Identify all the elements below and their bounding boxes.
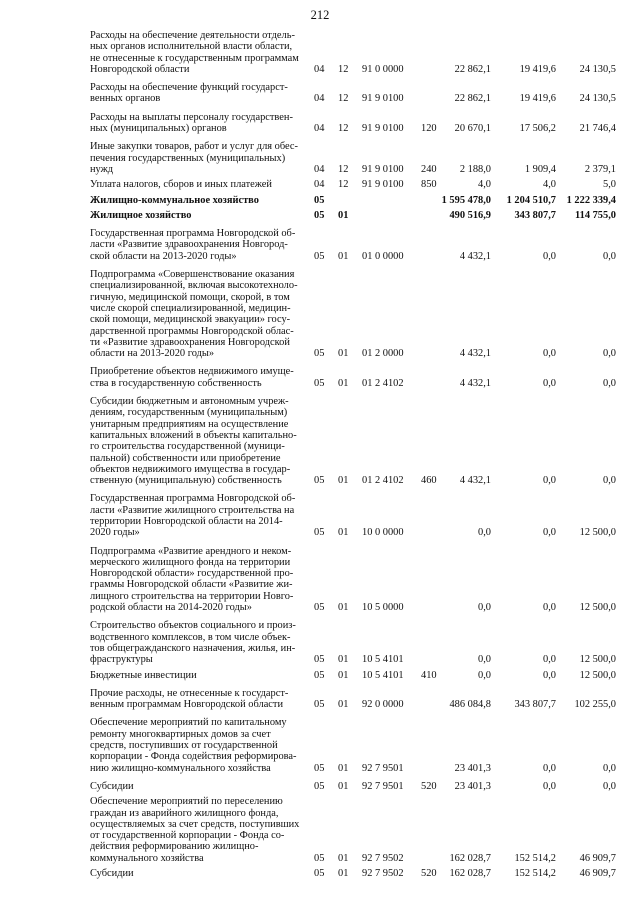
row-description: Иные закупки товаров, работ и услуг для обес- печения государственных (муниципальных) нужд [90,141,298,175]
target-article-code: 10 0 0000 [362,527,404,539]
section-code: 04 [314,179,325,191]
amount-year-2: 152 514,2 [514,852,556,864]
row-spacer [0,613,640,620]
amount-year-1: 486 084,8 [449,699,491,711]
amount-year-1: 4 432,1 [459,250,491,262]
subsection-code: 01 [338,377,349,389]
amount-year-2: 343 807,7 [514,699,556,711]
subsection-code: 01 [338,868,349,879]
table-row [0,546,640,614]
table-row [0,228,640,262]
target-article-code: 10 5 4101 [362,669,404,681]
row-description: Уплата налогов, сборов и иных платежей [90,179,272,191]
amount-year-2: 0,0 [543,377,556,389]
row-description: Субсидии [90,780,134,792]
row-spacer [0,389,640,396]
amount-year-1: 23 401,3 [454,780,491,792]
table-row [0,781,640,792]
table-row [0,396,640,486]
amount-year-3: 24 130,5 [579,63,616,75]
section-code: 05 [314,475,325,487]
table-row [0,493,640,538]
subsection-code: 01 [338,654,349,666]
amount-year-2: 0,0 [543,348,556,360]
table-row [0,670,640,681]
target-article-code: 91 0 0000 [362,63,404,75]
amount-year-2: 0,0 [543,780,556,792]
amount-year-1: 23 401,3 [454,762,491,774]
row-spacer [0,774,640,781]
row-spacer [0,359,640,366]
row-description: Государственная программа Новгородской об- ласти «Развитие здравоохранения Новгород- ской области на 2013-2020 годы» [90,228,296,262]
amount-year-1: 4 432,1 [459,475,491,487]
target-article-code: 10 5 4101 [362,654,404,666]
row-spacer [0,134,640,141]
table-row [0,195,640,206]
section-code: 04 [314,163,325,175]
amount-year-3: 0,0 [603,377,616,389]
target-article-code: 01 2 4102 [362,475,404,487]
amount-year-2: 0,0 [543,669,556,681]
amount-year-2: 17 506,2 [519,123,556,135]
section-code: 04 [314,123,325,135]
amount-year-1: 20 670,1 [454,123,491,135]
row-description: Обеспечение мероприятий по переселению граждан из аварийного жилищного фонда, осуществляемых за счет средств, поступивших от государственной корпорации - Фонда со- действия реформированию жилищно- коммунального хозяйства [90,796,300,864]
subsection-code: 01 [338,250,349,262]
amount-year-3: 0,0 [603,780,616,792]
amount-year-2: 152 514,2 [514,868,556,879]
amount-year-1: 22 862,1 [454,63,491,75]
amount-year-2: 19 419,6 [519,93,556,105]
table-row [0,620,640,665]
subsection-code: 12 [338,163,349,175]
amount-year-3: 1 222 339,4 [566,194,616,206]
row-description: Субсидии бюджетным и автономным учреж- дениям, государственным (муниципальным) унитарным предприятиям на осуществление капитальных вложений в объекты капитально- го строительства государственной (муници- пальной) собственности или приобретение объектов недвижимого имущества в государ- ственную (муниципальную) собственность [90,396,297,487]
subsection-code: 01 [338,669,349,681]
row-description: Жилищное хозяйство [90,209,192,221]
subsection-code: 12 [338,123,349,135]
table-row [0,179,640,190]
section-code: 05 [314,699,325,711]
amount-year-2: 1 204 510,7 [506,194,556,206]
amount-year-1: 4 432,1 [459,348,491,360]
amount-year-1: 0,0 [478,654,491,666]
subsection-code: 01 [338,527,349,539]
amount-year-2: 0,0 [543,250,556,262]
subsection-code: 01 [338,475,349,487]
section-code: 05 [314,348,325,360]
row-description: Субсидии [90,868,134,879]
row-description: Подпрограмма «Развитие арендного и неком- мерческого жилищного фонда на территории Новгородской области» государственной про- граммы Новгородской области «Развитие жи- лищного строительства на территории Новго- родской области на 2014-2020 годы» [90,545,294,614]
table-row [0,269,640,359]
amount-year-1: 22 862,1 [454,93,491,105]
target-article-code: 92 7 9501 [362,762,404,774]
row-description: Приобретение объектов недвижимого имуще- ства в государственную собственность [90,366,294,389]
row-spacer [0,221,640,228]
amount-year-3: 5,0 [603,179,616,191]
table-row [0,796,640,864]
amount-year-3: 0,0 [603,762,616,774]
table-row [0,717,640,773]
target-article-code: 91 9 0100 [362,163,404,175]
row-description: Расходы на выплаты персоналу государствен- ных (муниципальных) органов [90,111,293,135]
row-spacer [0,681,640,688]
amount-year-2: 4,0 [543,179,556,191]
target-article-code: 01 2 0000 [362,348,404,360]
amount-year-1: 0,0 [478,669,491,681]
row-description: Обеспечение мероприятий по капитальному ремонту многоквартирных домов за счет средств, поступивших от государственной корпорации - Фонда содействия реформирова- нию жилищно-коммунального хозяйства [90,717,297,774]
target-article-code: 92 0 0000 [362,699,404,711]
section-code: 05 [314,602,325,614]
expense-type-code: 240 [421,163,437,175]
table-row [0,366,640,389]
row-description: Строительство объектов социального и произ- водственного комплексов, в том числе объек- тов общегражданского назначения, жилья, ин- фраструктуры [90,620,296,666]
amount-year-3: 46 909,7 [579,868,616,879]
amount-year-1: 0,0 [478,602,491,614]
section-code: 05 [314,377,325,389]
amount-year-3: 2 379,1 [584,163,616,175]
row-spacer [0,486,640,493]
amount-year-1: 162 028,7 [449,852,491,864]
amount-year-3: 0,0 [603,475,616,487]
amount-year-3: 0,0 [603,348,616,360]
section-code: 05 [314,194,325,206]
section-code: 05 [314,780,325,792]
row-description: Жилищно-коммунальное хозяйство [90,194,259,206]
subsection-code: 01 [338,762,349,774]
amount-year-3: 0,0 [603,250,616,262]
amount-year-1: 0,0 [478,527,491,539]
row-spacer [0,539,640,546]
row-spacer [0,75,640,82]
subsection-code: 01 [338,209,349,221]
target-article-code: 92 7 9502 [362,852,404,864]
table-row [0,210,640,221]
target-article-code: 01 2 4102 [362,377,404,389]
amount-year-2: 343 807,7 [514,209,556,221]
section-code: 04 [314,63,325,75]
expense-type-code: 850 [421,179,437,191]
expense-type-code: 520 [421,780,437,792]
amount-year-2: 19 419,6 [519,63,556,75]
amount-year-1: 4 432,1 [459,377,491,389]
amount-year-3: 12 500,0 [579,602,616,614]
target-article-code: 92 7 9501 [362,780,404,792]
amount-year-3: 12 500,0 [579,654,616,666]
amount-year-3: 46 909,7 [579,852,616,864]
target-article-code: 91 9 0100 [362,123,404,135]
target-article-code: 01 0 0000 [362,250,404,262]
section-code: 05 [314,209,325,221]
subsection-code: 01 [338,602,349,614]
subsection-code: 01 [338,699,349,711]
amount-year-1: 162 028,7 [449,868,491,879]
subsection-code: 01 [338,348,349,360]
section-code: 04 [314,93,325,105]
subsection-code: 12 [338,63,349,75]
subsection-code: 01 [338,780,349,792]
expense-type-code: 520 [421,868,437,879]
row-description: Бюджетные инвестиции [90,669,197,681]
expense-type-code: 410 [421,669,437,681]
table-row [0,868,640,879]
expense-type-code: 460 [421,475,437,487]
row-spacer [0,262,640,269]
page-number: 212 [310,8,330,22]
row-description: Расходы на обеспечение деятельности отдель- ных органов исполнительной власти области, не отнесенные к государственным программам Новгородской области [90,30,299,75]
budget-table [0,30,640,886]
amount-year-3: 12 500,0 [579,669,616,681]
row-description: Государственная программа Новгородской об- ласти «Развитие жилищного строительства на территории Новгородской области на 2014- 2020 годы» [90,493,296,539]
amount-year-3: 114 755,0 [575,209,616,221]
section-code: 05 [314,669,325,681]
section-code: 05 [314,762,325,774]
table-row [0,30,640,75]
row-description: Прочие расходы, не отнесенные к государст- венным программам Новгородской области [90,687,289,711]
amount-year-2: 0,0 [543,475,556,487]
row-spacer [0,879,640,886]
section-code: 05 [314,250,325,262]
section-code: 05 [314,654,325,666]
amount-year-2: 0,0 [543,602,556,614]
amount-year-1: 490 516,9 [449,209,491,221]
amount-year-2: 1 909,4 [524,163,556,175]
amount-year-3: 21 746,4 [579,123,616,135]
expense-type-code: 120 [421,123,437,135]
amount-year-2: 0,0 [543,527,556,539]
amount-year-3: 102 255,0 [574,699,616,711]
section-code: 05 [314,527,325,539]
section-code: 05 [314,868,325,879]
amount-year-1: 1 595 478,0 [441,194,491,206]
target-article-code: 92 7 9502 [362,868,404,879]
amount-year-3: 12 500,0 [579,527,616,539]
target-article-code: 10 5 0000 [362,602,404,614]
target-article-code: 91 9 0100 [362,93,404,105]
table-row [0,112,640,135]
amount-year-2: 0,0 [543,762,556,774]
amount-year-1: 2 188,0 [459,163,491,175]
amount-year-3: 24 130,5 [579,93,616,105]
row-description: Расходы на обеспечение функций государст- венных органов [90,82,288,105]
amount-year-1: 4,0 [478,179,491,191]
subsection-code: 01 [338,852,349,864]
target-article-code: 91 9 0100 [362,179,404,191]
amount-year-2: 0,0 [543,654,556,666]
row-description: Подпрограмма «Совершенствование оказания специализированной, включая высокотехноло- гичную, медицинской помощи, скорой, в том числе скорой специализированной, медицин- ской помощи, медицинской эвакуации» госу- дарственной программы Новгородской облас- ти «Развитие здравоохранения Новгородской области на 2013-2020 годы» [90,269,298,360]
table-row [0,688,640,711]
table-row [0,82,640,105]
row-spacer [0,710,640,717]
table-row [0,141,640,175]
subsection-code: 12 [338,179,349,191]
section-code: 05 [314,852,325,864]
subsection-code: 12 [338,93,349,105]
row-spacer [0,105,640,112]
